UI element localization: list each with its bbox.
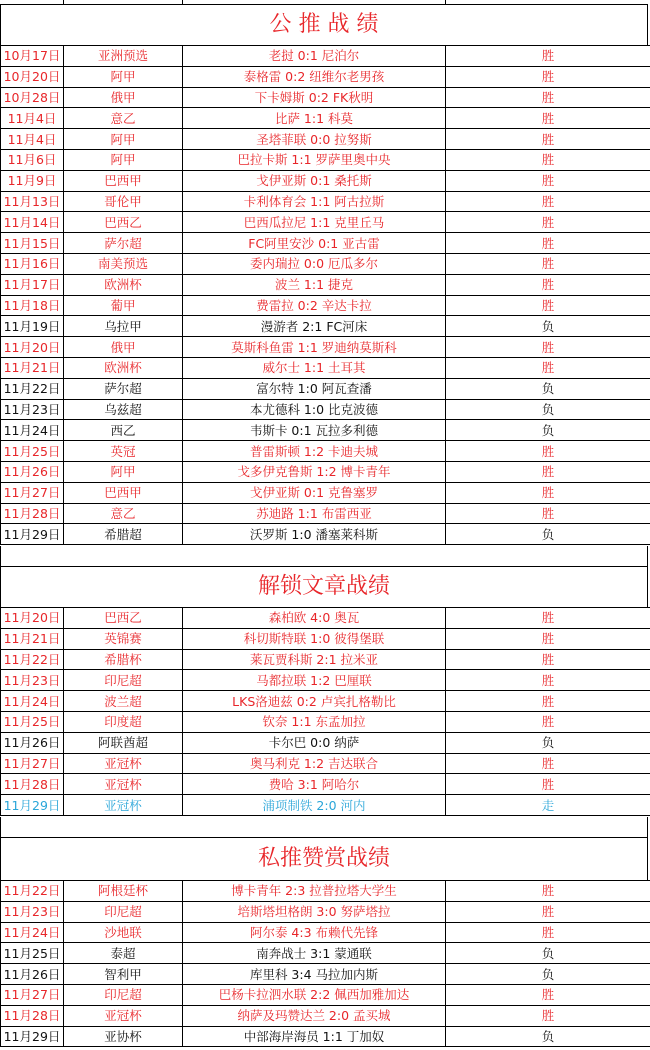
match-cell: 戈多伊克鲁斯 1:2 博卡青年 [183, 461, 446, 482]
date-cell: 11月20日 [1, 337, 64, 358]
league-cell: 意乙 [64, 108, 183, 129]
result-cell: 负 [446, 1026, 650, 1047]
match-cell: 浦项制铁 2:0 河内 [183, 795, 446, 816]
result-cell: 胜 [446, 46, 650, 67]
section-title-unlock: 解锁文章战绩 [0, 566, 648, 607]
record-row [1, 922, 650, 943]
record-row [1, 337, 650, 358]
league-cell: 俄甲 [64, 337, 183, 358]
result-cell: 负 [446, 732, 650, 753]
date-cell: 11月15日 [1, 233, 64, 254]
date-cell: 10月28日 [1, 87, 64, 108]
league-cell: 希腊杯 [64, 649, 183, 670]
league-cell: 亚洲预选 [64, 46, 183, 67]
date-cell: 11月20日 [1, 608, 64, 629]
record-row [1, 628, 650, 649]
league-cell: 英冠 [64, 441, 183, 462]
date-cell: 11月24日 [1, 922, 64, 943]
result-cell: 胜 [446, 691, 650, 712]
section-title-private: 私推赞赏战绩 [0, 837, 648, 880]
record-row [1, 441, 650, 462]
league-cell: 波兰超 [64, 691, 183, 712]
record-row [1, 461, 650, 482]
league-cell: 阿联酋超 [64, 732, 183, 753]
result-cell: 胜 [446, 170, 650, 191]
league-cell: 西乙 [64, 420, 183, 441]
public-record-rows [1, 46, 650, 545]
record-row [1, 711, 650, 732]
league-cell: 亚协杯 [64, 1026, 183, 1047]
public-record-table [0, 45, 650, 545]
record-row [1, 66, 650, 87]
record-row [1, 984, 650, 1005]
date-cell: 11月26日 [1, 732, 64, 753]
date-cell: 11月17日 [1, 274, 64, 295]
match-cell: 巴拉卡斯 1:1 罗萨里奥中央 [183, 149, 446, 170]
date-cell: 10月17日 [1, 46, 64, 67]
match-cell: 泰格雷 0:2 纽维尔老男孩 [183, 66, 446, 87]
record-row [1, 881, 650, 902]
league-cell: 意乙 [64, 503, 183, 524]
league-cell: 亚冠杯 [64, 753, 183, 774]
result-cell: 负 [446, 943, 650, 964]
match-cell: 马都拉联 1:2 巴厘联 [183, 670, 446, 691]
unlock-record-rows [1, 608, 650, 816]
date-cell: 11月21日 [1, 357, 64, 378]
date-cell: 11月23日 [1, 399, 64, 420]
league-cell: 沙地联 [64, 922, 183, 943]
section-gap [0, 817, 648, 837]
match-cell: 卡尔巴 0:0 纳萨 [183, 732, 446, 753]
date-cell: 11月26日 [1, 461, 64, 482]
result-cell: 胜 [446, 649, 650, 670]
date-cell: 11月21日 [1, 628, 64, 649]
league-cell: 亚冠杯 [64, 1005, 183, 1026]
result-cell: 胜 [446, 212, 650, 233]
record-row [1, 524, 650, 545]
match-cell: 比萨 1:1 科莫 [183, 108, 446, 129]
league-cell: 巴西乙 [64, 212, 183, 233]
result-cell: 胜 [446, 149, 650, 170]
result-cell: 胜 [446, 337, 650, 358]
record-row [1, 295, 650, 316]
league-cell: 印尼超 [64, 984, 183, 1005]
record-row [1, 274, 650, 295]
league-cell: 巴西甲 [64, 482, 183, 503]
record-row [1, 503, 650, 524]
result-cell: 胜 [446, 108, 650, 129]
result-cell: 胜 [446, 881, 650, 902]
date-cell: 11月27日 [1, 753, 64, 774]
match-cell: 富尔特 1:0 阿瓦查潘 [183, 378, 446, 399]
record-row [1, 732, 650, 753]
date-cell: 11月28日 [1, 503, 64, 524]
record-row [1, 212, 650, 233]
result-cell: 胜 [446, 253, 650, 274]
match-cell: 苏迪路 1:1 布雷西亚 [183, 503, 446, 524]
result-cell: 胜 [446, 984, 650, 1005]
match-cell: 莱瓦贾科斯 2:1 拉米亚 [183, 649, 446, 670]
date-cell: 11月29日 [1, 795, 64, 816]
date-cell: 11月29日 [1, 1026, 64, 1047]
date-cell: 11月25日 [1, 711, 64, 732]
result-cell: 胜 [446, 441, 650, 462]
match-cell: 纳萨及玛赞达兰 2:0 孟买城 [183, 1005, 446, 1026]
league-cell: 阿甲 [64, 461, 183, 482]
unlock-record-table [0, 607, 650, 816]
league-cell: 印尼超 [64, 901, 183, 922]
section-gap [0, 546, 648, 566]
result-cell: 走 [446, 795, 650, 816]
match-cell: 戈伊亚斯 0:1 克鲁塞罗 [183, 482, 446, 503]
date-cell: 11月27日 [1, 984, 64, 1005]
record-row [1, 1005, 650, 1026]
record-row [1, 170, 650, 191]
match-cell: 下卡姆斯 0:2 FK秋明 [183, 87, 446, 108]
league-cell: 俄甲 [64, 87, 183, 108]
date-cell: 11月24日 [1, 691, 64, 712]
result-cell: 胜 [446, 482, 650, 503]
date-cell: 11月9日 [1, 170, 64, 191]
date-cell: 11月13日 [1, 191, 64, 212]
league-cell: 欧洲杯 [64, 357, 183, 378]
record-row [1, 233, 650, 254]
date-cell: 11月23日 [1, 670, 64, 691]
private-record-rows [1, 881, 650, 1047]
record-row [1, 46, 650, 67]
record-row [1, 795, 650, 816]
league-cell: 萨尔超 [64, 233, 183, 254]
record-row [1, 1026, 650, 1047]
record-row [1, 378, 650, 399]
result-cell: 负 [446, 378, 650, 399]
match-cell: 科切斯特联 1:0 彼得堡联 [183, 628, 446, 649]
date-cell: 11月25日 [1, 943, 64, 964]
result-cell: 胜 [446, 922, 650, 943]
private-record-table [0, 880, 650, 1047]
date-cell: 11月16日 [1, 253, 64, 274]
date-cell: 11月18日 [1, 295, 64, 316]
record-row [1, 964, 650, 985]
match-cell: 威尔士 1:1 土耳其 [183, 357, 446, 378]
date-cell: 11月24日 [1, 420, 64, 441]
match-cell: 库里科 3:4 马拉加内斯 [183, 964, 446, 985]
record-row [1, 316, 650, 337]
date-cell: 11月22日 [1, 649, 64, 670]
date-cell: 11月4日 [1, 108, 64, 129]
record-row [1, 774, 650, 795]
league-cell: 哥伦甲 [64, 191, 183, 212]
match-cell: 卡利体育会 1:1 阿古拉斯 [183, 191, 446, 212]
result-cell: 负 [446, 399, 650, 420]
date-cell: 11月6日 [1, 149, 64, 170]
match-cell: 培斯塔坦格朗 3:0 努萨塔拉 [183, 901, 446, 922]
match-cell: 韦斯卡 0:1 瓦拉多利德 [183, 420, 446, 441]
result-cell: 胜 [446, 670, 650, 691]
league-cell: 泰超 [64, 943, 183, 964]
match-cell: 钦奈 1:1 东孟加拉 [183, 711, 446, 732]
result-cell: 负 [446, 524, 650, 545]
league-cell: 希腊超 [64, 524, 183, 545]
date-cell: 11月14日 [1, 212, 64, 233]
result-cell: 负 [446, 964, 650, 985]
record-row [1, 149, 650, 170]
league-cell: 阿甲 [64, 129, 183, 150]
match-cell: 圣塔菲联 0:0 拉努斯 [183, 129, 446, 150]
record-row [1, 253, 650, 274]
result-cell: 胜 [446, 191, 650, 212]
record-row [1, 420, 650, 441]
match-cell: 委内瑞拉 0:0 厄瓜多尔 [183, 253, 446, 274]
match-cell: 波兰 1:1 捷克 [183, 274, 446, 295]
league-cell: 阿甲 [64, 149, 183, 170]
result-cell: 胜 [446, 233, 650, 254]
league-cell: 巴西乙 [64, 608, 183, 629]
record-row [1, 608, 650, 629]
date-cell: 11月28日 [1, 774, 64, 795]
result-cell: 胜 [446, 503, 650, 524]
match-cell: 本尤德科 1:0 比克波德 [183, 399, 446, 420]
result-cell: 胜 [446, 628, 650, 649]
match-cell: 南奔战士 3:1 蒙通联 [183, 943, 446, 964]
match-cell: 老挝 0:1 尼泊尔 [183, 46, 446, 67]
league-cell: 亚冠杯 [64, 774, 183, 795]
match-cell: FC阿里安沙 0:1 亚古雷 [183, 233, 446, 254]
match-cell: 中部海岸海员 1:1 丁加奴 [183, 1026, 446, 1047]
result-cell: 负 [446, 420, 650, 441]
match-cell: 阿尔泰 4:3 布赖代先锋 [183, 922, 446, 943]
match-cell: 巴西瓜拉尼 1:1 克里丘马 [183, 212, 446, 233]
match-cell: 森柏欧 4:0 奥瓦 [183, 608, 446, 629]
league-cell: 阿根廷杯 [64, 881, 183, 902]
league-cell: 南美预选 [64, 253, 183, 274]
record-row [1, 649, 650, 670]
league-cell: 乌兹超 [64, 399, 183, 420]
date-cell: 11月19日 [1, 316, 64, 337]
date-cell: 11月29日 [1, 524, 64, 545]
date-cell: 11月25日 [1, 441, 64, 462]
record-row [1, 357, 650, 378]
result-cell: 胜 [446, 608, 650, 629]
result-cell: 胜 [446, 711, 650, 732]
result-cell: 胜 [446, 1005, 650, 1026]
match-cell: 费哈 3:1 阿哈尔 [183, 774, 446, 795]
date-cell: 11月4日 [1, 129, 64, 150]
date-cell: 11月22日 [1, 881, 64, 902]
match-cell: 莫斯科鱼雷 1:1 罗迪纳莫斯科 [183, 337, 446, 358]
result-cell: 胜 [446, 753, 650, 774]
record-row [1, 129, 650, 150]
result-cell: 胜 [446, 66, 650, 87]
record-row [1, 943, 650, 964]
result-cell: 胜 [446, 129, 650, 150]
league-cell: 印尼超 [64, 670, 183, 691]
match-cell: 博卡青年 2:3 拉普拉塔大学生 [183, 881, 446, 902]
league-cell: 乌拉甲 [64, 316, 183, 337]
match-cell: 沃罗斯 1:0 潘塞莱科斯 [183, 524, 446, 545]
league-cell: 葡甲 [64, 295, 183, 316]
record-row [1, 191, 650, 212]
date-cell: 11月28日 [1, 1005, 64, 1026]
match-cell: LKS洛迪兹 0:2 卢宾扎格勒比 [183, 691, 446, 712]
league-cell: 英锦赛 [64, 628, 183, 649]
league-cell: 萨尔超 [64, 378, 183, 399]
league-cell: 阿甲 [64, 66, 183, 87]
league-cell: 巴西甲 [64, 170, 183, 191]
section-title-public: 公 推 战 绩 [0, 4, 648, 45]
match-cell: 费雷拉 0:2 辛达卡拉 [183, 295, 446, 316]
league-cell: 印度超 [64, 711, 183, 732]
record-row [1, 753, 650, 774]
result-cell: 胜 [446, 901, 650, 922]
date-cell: 11月27日 [1, 482, 64, 503]
record-row [1, 901, 650, 922]
league-cell: 欧洲杯 [64, 274, 183, 295]
result-cell: 胜 [446, 87, 650, 108]
result-cell: 胜 [446, 357, 650, 378]
date-cell: 11月26日 [1, 964, 64, 985]
record-row [1, 87, 650, 108]
match-cell: 巴杨卡拉泗水联 2:2 佩西加雅加达 [183, 984, 446, 1005]
result-cell: 胜 [446, 774, 650, 795]
result-cell: 胜 [446, 295, 650, 316]
record-row [1, 482, 650, 503]
record-row [1, 108, 650, 129]
record-row [1, 691, 650, 712]
date-cell: 10月20日 [1, 66, 64, 87]
record-row [1, 399, 650, 420]
match-cell: 普雷斯顿 1:2 卡迪夫城 [183, 441, 446, 462]
match-cell: 戈伊亚斯 0:1 桑托斯 [183, 170, 446, 191]
result-cell: 负 [446, 316, 650, 337]
record-row [1, 670, 650, 691]
league-cell: 智利甲 [64, 964, 183, 985]
league-cell: 亚冠杯 [64, 795, 183, 816]
date-cell: 11月22日 [1, 378, 64, 399]
match-cell: 漫游者 2:1 FC河床 [183, 316, 446, 337]
date-cell: 11月23日 [1, 901, 64, 922]
match-cell: 奥马利克 1:2 吉达联合 [183, 753, 446, 774]
result-cell: 胜 [446, 461, 650, 482]
result-cell: 胜 [446, 274, 650, 295]
